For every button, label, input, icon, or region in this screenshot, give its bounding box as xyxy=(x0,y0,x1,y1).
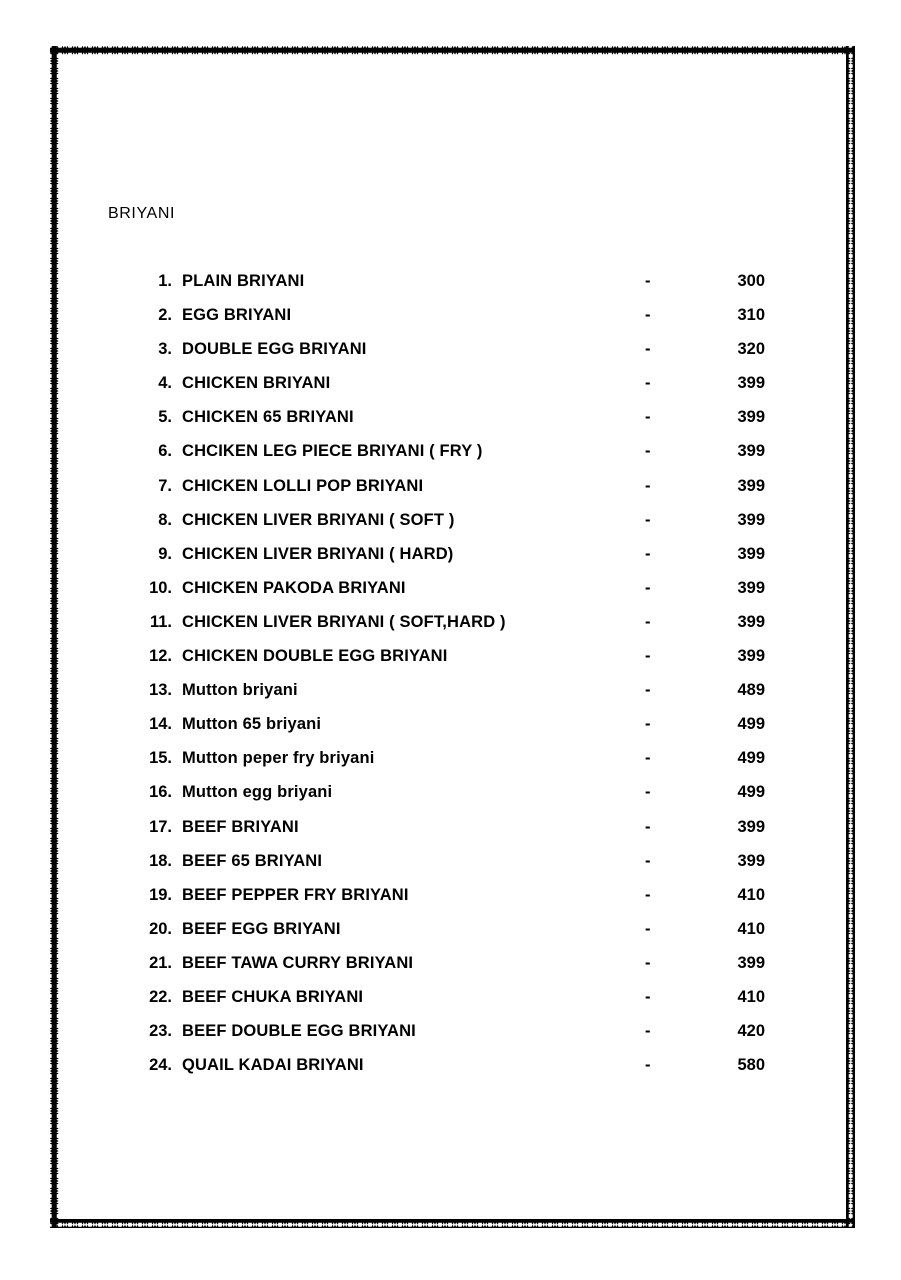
item-name: Mutton briyani xyxy=(182,681,298,700)
item-separator: - xyxy=(645,953,651,972)
item-name: CHICKEN BRIYANI xyxy=(182,374,331,393)
menu-item-row xyxy=(0,306,901,340)
item-number: 1. xyxy=(158,272,172,290)
item-name: BEEF TAWA CURRY BRIYANI xyxy=(182,953,414,972)
item-name: CHICKEN DOUBLE EGG BRIYANI xyxy=(182,647,448,666)
menu-item-row xyxy=(0,681,901,715)
item-separator: - xyxy=(645,306,651,325)
item-name: CHICKEN LIVER BRIYANI ( SOFT ) xyxy=(182,510,455,529)
item-name: BEEF EGG BRIYANI xyxy=(182,919,341,938)
item-separator: - xyxy=(645,374,651,393)
item-price: 399 xyxy=(737,851,765,870)
item-number: 21. xyxy=(149,953,172,972)
item-name: BEEF PEPPER FRY BRIYANI xyxy=(182,885,409,904)
item-separator: - xyxy=(645,340,651,359)
item-number: 6. xyxy=(158,442,172,461)
item-price: 399 xyxy=(737,442,765,461)
item-separator: - xyxy=(645,783,651,802)
menu-item-row xyxy=(0,852,901,886)
item-price: 420 xyxy=(737,1022,765,1041)
menu-item-row xyxy=(0,613,901,647)
item-number: 19. xyxy=(149,885,172,904)
item-number: 24. xyxy=(149,1056,172,1075)
item-separator: - xyxy=(645,272,651,290)
item-number: 2. xyxy=(158,306,172,325)
item-number: 15. xyxy=(149,749,172,768)
item-number: 7. xyxy=(158,476,172,495)
item-price: 499 xyxy=(737,715,765,734)
item-name: EGG BRIYANI xyxy=(182,306,292,325)
item-separator: - xyxy=(645,408,651,427)
section-heading-briyani: BRIYANI xyxy=(108,205,176,222)
item-price: 399 xyxy=(737,612,765,631)
item-separator: - xyxy=(645,1022,651,1041)
item-name: CHICKEN LIVER BRIYANI ( HARD) xyxy=(182,544,454,563)
item-price: 399 xyxy=(737,817,765,836)
menu-item-row xyxy=(0,272,901,306)
item-number: 16. xyxy=(149,783,172,802)
menu-item-row xyxy=(0,886,901,920)
item-separator: - xyxy=(645,817,651,836)
item-number: 12. xyxy=(149,647,172,666)
item-number: 17. xyxy=(149,817,172,836)
item-price: 489 xyxy=(737,681,765,700)
item-separator: - xyxy=(645,510,651,529)
item-price: 580 xyxy=(737,1056,765,1075)
item-price: 399 xyxy=(737,374,765,393)
item-price: 310 xyxy=(737,306,765,325)
item-number: 5. xyxy=(158,408,172,427)
item-separator: - xyxy=(645,681,651,700)
item-name: BEEF CHUKA BRIYANI xyxy=(182,987,364,1006)
item-separator: - xyxy=(645,476,651,495)
item-name: PLAIN BRIYANI xyxy=(182,272,305,290)
item-price: 410 xyxy=(737,919,765,938)
item-number: 3. xyxy=(158,340,172,359)
menu-item-row xyxy=(0,442,901,476)
item-name: CHCIKEN LEG PIECE BRIYANI ( FRY ) xyxy=(182,442,483,461)
item-separator: - xyxy=(645,851,651,870)
item-number: 13. xyxy=(149,681,172,700)
menu-item-row xyxy=(0,988,901,1022)
item-number: 14. xyxy=(149,715,172,734)
item-separator: - xyxy=(645,715,651,734)
item-number: 20. xyxy=(149,919,172,938)
menu-item-row xyxy=(0,374,901,408)
item-separator: - xyxy=(645,578,651,597)
menu-item-row xyxy=(0,1022,901,1056)
item-number: 10. xyxy=(149,578,172,597)
item-price: 399 xyxy=(737,476,765,495)
menu-item-row xyxy=(0,647,901,681)
menu-item-row xyxy=(0,749,901,783)
item-price: 300 xyxy=(737,272,765,290)
item-name: CHICKEN LOLLI POP BRIYANI xyxy=(182,476,424,495)
item-name: DOUBLE EGG BRIYANI xyxy=(182,340,367,359)
item-price: 399 xyxy=(737,953,765,972)
item-price: 399 xyxy=(737,510,765,529)
item-name: QUAIL KADAI BRIYANI xyxy=(182,1056,364,1075)
menu-item-list xyxy=(0,272,901,1090)
item-separator: - xyxy=(645,749,651,768)
menu-item-row xyxy=(0,579,901,613)
item-price: 499 xyxy=(737,749,765,768)
item-separator: - xyxy=(645,544,651,563)
item-price: 399 xyxy=(737,578,765,597)
item-price: 410 xyxy=(737,987,765,1006)
item-number: 18. xyxy=(149,851,172,870)
item-name: Mutton peper fry briyani xyxy=(182,749,375,768)
menu-item-row xyxy=(0,920,901,954)
item-name: BEEF DOUBLE EGG BRIYANI xyxy=(182,1022,416,1041)
item-number: 8. xyxy=(158,510,172,529)
item-separator: - xyxy=(645,885,651,904)
item-separator: - xyxy=(645,919,651,938)
item-price: 399 xyxy=(737,544,765,563)
item-number: 9. xyxy=(158,544,172,563)
item-number: 22. xyxy=(149,987,172,1006)
menu-item-row xyxy=(0,477,901,511)
menu-item-row xyxy=(0,340,901,374)
menu-item-row xyxy=(0,1056,901,1090)
menu-item-row xyxy=(0,954,901,988)
menu-item-row xyxy=(0,783,901,817)
item-name: BEEF BRIYANI xyxy=(182,817,299,836)
item-separator: - xyxy=(645,647,651,666)
item-price: 499 xyxy=(737,783,765,802)
item-number: 11. xyxy=(149,612,172,631)
menu-item-row xyxy=(0,511,901,545)
item-separator: - xyxy=(645,442,651,461)
item-name: CHICKEN PAKODA BRIYANI xyxy=(182,578,406,597)
item-price: 410 xyxy=(737,885,765,904)
item-name: Mutton 65 briyani xyxy=(182,715,322,734)
item-price: 320 xyxy=(737,340,765,359)
item-name: CHICKEN 65 BRIYANI xyxy=(182,408,354,427)
item-name: BEEF 65 BRIYANI xyxy=(182,851,323,870)
menu-item-row xyxy=(0,545,901,579)
item-name: Mutton egg briyani xyxy=(182,783,333,802)
item-separator: - xyxy=(645,612,651,631)
menu-item-row xyxy=(0,715,901,749)
item-separator: - xyxy=(645,1056,651,1075)
item-number: 4. xyxy=(158,374,172,393)
item-price: 399 xyxy=(737,408,765,427)
item-number: 23. xyxy=(149,1022,172,1041)
item-price: 399 xyxy=(737,647,765,666)
item-name: CHICKEN LIVER BRIYANI ( SOFT,HARD ) xyxy=(182,612,506,631)
menu-item-row xyxy=(0,408,901,442)
menu-item-row xyxy=(0,818,901,852)
item-separator: - xyxy=(645,987,651,1006)
